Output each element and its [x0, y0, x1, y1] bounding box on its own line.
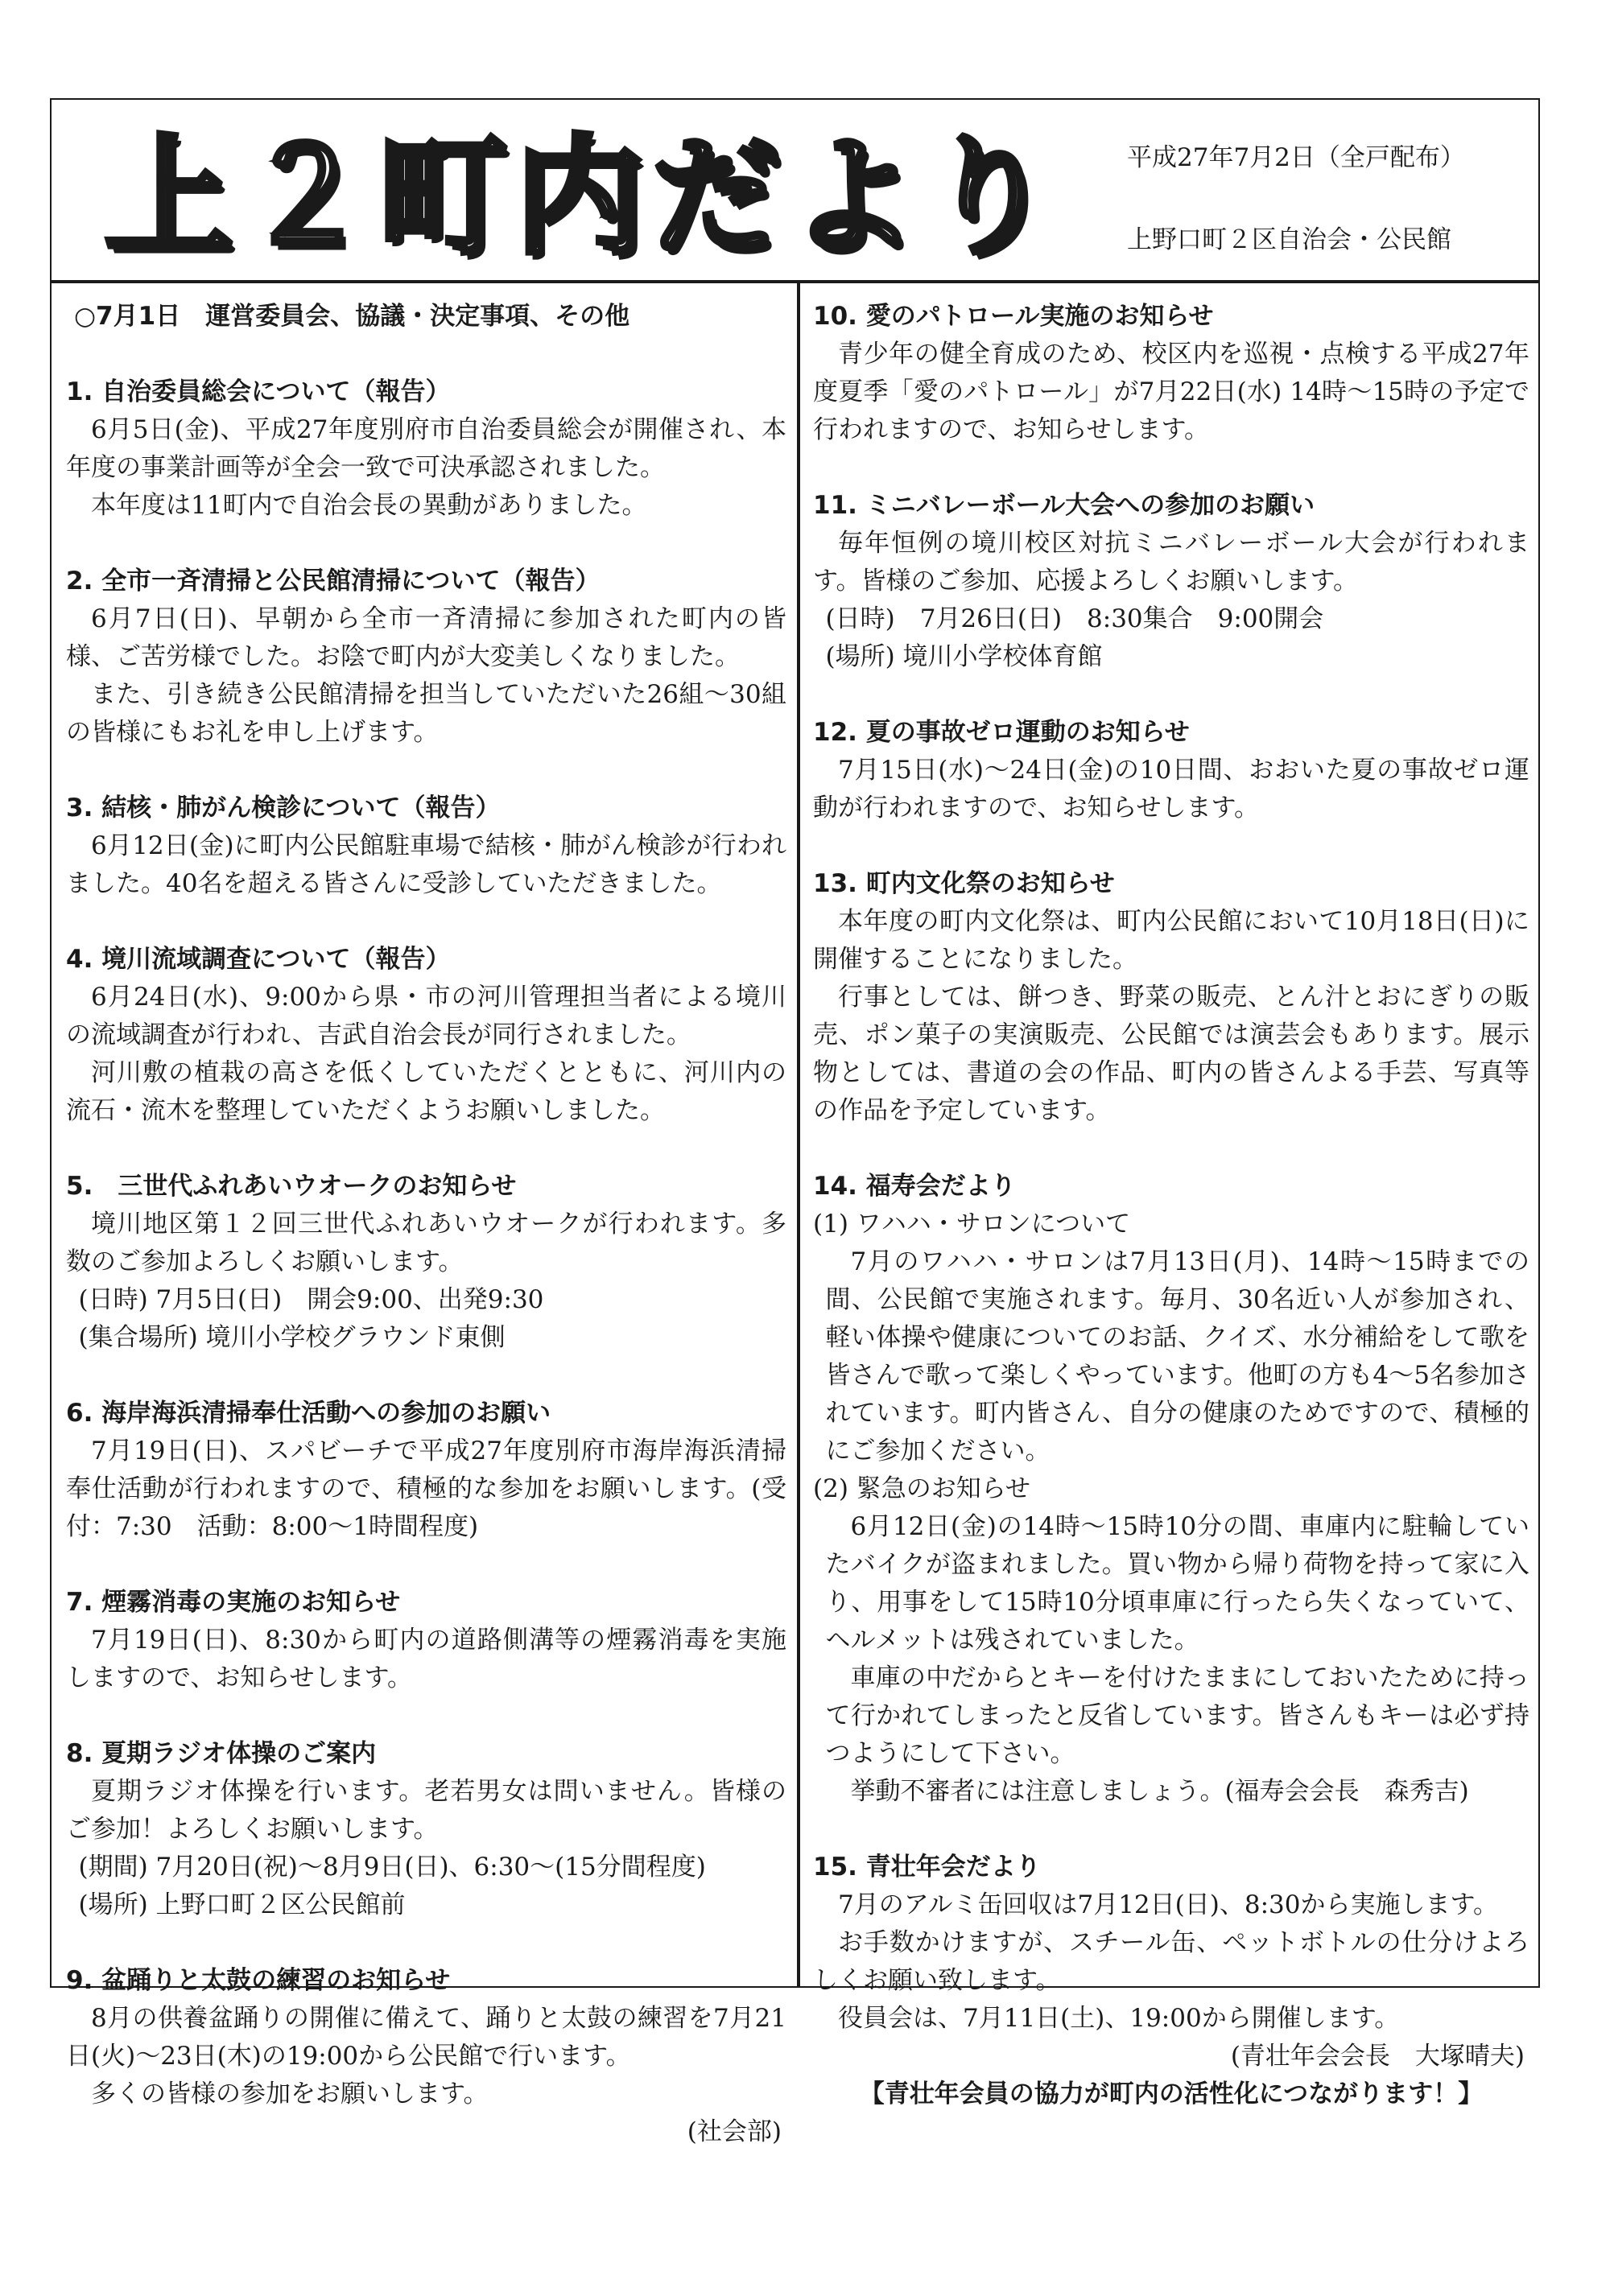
section-text: 6月12日(金)に町内公民館駐車場で結核・肺がん検診が行われました。40名を超える皆さんに受診していただきました。	[66, 831, 786, 898]
meeting-heading: ○7月1日 運営委員会、協議・決定事項、その他	[74, 302, 630, 331]
section-text: 本年度の町内文化祭は、町内公民館において10月18日(日)に開催することになりました。	[813, 907, 1529, 974]
section-title: 8. 夏期ラジオ体操のご案内	[66, 1739, 377, 1768]
section-text: 7月のアルミ缶回収は7月12日(日)、8:30から実施します。	[838, 1890, 1498, 1919]
section-title: 12. 夏の事故ゼロ運動のお知らせ	[813, 718, 1190, 747]
section-13	[813, 865, 1529, 1130]
section-text: 7月19日(日)、8:30から町内の道路側溝等の煙霧消毒を実施しますので、お知らせします。	[66, 1626, 786, 1692]
section-text: 青少年の健全育成のため、校区内を巡視・点検する平成27年度夏季「愛のパトロール」が7月22日(水) 14時〜15時の予定で行われますので、お知らせします。	[813, 340, 1529, 444]
event-place: (場所) 上野口町２区公民館前	[78, 1890, 406, 1919]
section-text: 毎年恒例の境川校区対抗ミニバレーボール大会が行われます。皆様のご参加、応援よろしくお願いします。	[813, 529, 1529, 596]
event-place: (集合場所) 境川小学校グラウンド東側	[78, 1323, 506, 1352]
issue-date: 平成27年7月2日（全戸配布）	[1127, 143, 1465, 172]
section-text: 6月5日(金)、平成27年度別府市自治委員総会が開催され、本年度の事業計画等が全会一致で可決承認されました。	[66, 415, 786, 482]
section-text: 行事としては、餅つき、野菜の販売、とん汁とおにぎりの販売、ポン菓子の実演販売、公民館では演芸会もあります。展示物としては、書道の会の作品、町内の皆さんよる手芸、写真等の作品を予定しています。	[813, 983, 1529, 1125]
section-14	[813, 1168, 1529, 1811]
section-7	[66, 1584, 786, 1697]
section-3	[66, 789, 786, 903]
section-title: 2. 全市一斉清掃と公民館清掃について（報告）	[66, 567, 601, 596]
section-title: 1. 自治委員総会について（報告）	[66, 377, 451, 406]
newsletter-masthead: 上２町内だより	[105, 122, 1063, 272]
section-text: 夏期ラジオ体操を行います。老若男女は問いません。皆様のご参加！よろしくお願いします。	[66, 1777, 786, 1844]
section-title: 6. 海岸海浜清掃奉仕活動への参加のお願い	[66, 1399, 551, 1428]
section-title: 13. 町内文化祭のお知らせ	[813, 869, 1115, 898]
section-text: 6月12日(金)の14時〜15時10分の間、車庫内に駐輪していたバイクが盗まれました。買い物から帰り荷物を持って家に入り、用事をして15時10分頃車庫に行ったら失くなっていて、ヘルメットは残されていました。	[825, 1512, 1529, 1655]
section-text: 6月24日(水)、9:00から県・市の河川管理担当者による境川の流域調査が行われ、吉武自治会長が同行されました。	[66, 983, 786, 1049]
section-title: 9. 盆踊りと太鼓の練習のお知らせ	[66, 1966, 451, 1995]
section-15	[813, 1849, 1529, 2113]
section-text: 7月のワハハ・サロンは7月13日(月)、14時〜15時までの間、公民館で実施されます。毎月、30名近い人が参加され、軽い体操や健康についてのお話、クイズ、水分補給をして歌を皆さんで歌って楽しくやっています。他町の方も4〜5名参加されています。町内皆さん、自分の健康のためですので、積極的にご参加ください。	[825, 1247, 1529, 1465]
section-text: 7月19日(日)、スパビーチで平成27年度別府市海岸海浜清掃奉仕活動が行われますので、積極的な参加をお願いします。(受付：7:30 活動：8:00〜1時間程度)	[66, 1437, 786, 1541]
section-title: 11. ミニバレーボール大会への参加のお願い	[813, 491, 1315, 520]
event-datetime: (日時) 7月5日(日) 開会9:00、出発9:30	[78, 1285, 544, 1314]
section-text: 挙動不審者には注意しましょう。(福寿会会長 森秀吉)	[850, 1777, 1469, 1806]
section-5	[66, 1168, 786, 1357]
section-text: 境川地区第１２回三世代ふれあいウオークが行われます。多数のご参加よろしくお願いします。	[66, 1210, 786, 1276]
section-text: 8月の供養盆踊りの開催に備えて、踊りと太鼓の練習を7月21日(火)〜23日(木)の19:00から公民館で行います。	[66, 2004, 786, 2071]
section-9	[66, 1962, 786, 2151]
section-text: 多くの皆様の参加をお願いします。	[91, 2080, 489, 2108]
section-title: 4. 境川流域調査について（報告）	[66, 945, 451, 974]
section-text: 本年度は11町内で自治会長の異動がありました。	[91, 491, 647, 520]
section-signature: (青壮年会会長 大塚晴夫)	[1230, 2042, 1525, 2071]
section-title: 7. 煙霧消毒の実施のお知らせ	[66, 1588, 401, 1617]
section-title: 3. 結核・肺がん検診について（報告）	[66, 794, 501, 822]
event-period: (期間) 7月20日(祝)〜8月9日(日)、6:30〜(15分間程度)	[78, 1853, 706, 1882]
section-2	[66, 563, 786, 752]
section-1	[66, 373, 786, 525]
event-datetime: (日時) 7月26日(日) 8:30集合 9:00開会	[825, 604, 1324, 633]
section-text: 6月7日(日)、早朝から全市一斉清掃に参加された町内の皆様、ご苦労様でした。お陰で町内が大変美しくなりました。	[66, 604, 786, 671]
section-11	[813, 487, 1529, 676]
section-text: お手数かけますが、スチール缶、ペットボトルの仕分けよろしくお願い致します。	[813, 1928, 1529, 1995]
section-8	[66, 1735, 786, 1924]
section-signature: (社会部)	[687, 2117, 782, 2146]
section-text: 車庫の中だからとキーを付けたままにしておいたために持って行かれてしまったと反省しています。皆さんもキーは必ず持つようにして下さい。	[825, 1663, 1529, 1768]
publisher: 上野口町２区自治会・公民館	[1127, 225, 1451, 254]
subsection-title: (2) 緊急のお知らせ	[813, 1474, 1030, 1503]
section-4	[66, 941, 786, 1130]
section-10	[813, 298, 1529, 449]
left-column	[66, 298, 786, 2151]
event-place: (場所) 境川小学校体育館	[825, 642, 1103, 671]
section-title: 15. 青壮年会だより	[813, 1853, 1041, 1882]
section-title: 14. 福寿会だより	[813, 1172, 1016, 1201]
section-text: 役員会は、7月11日(土)、19:00から開催します。	[838, 2004, 1400, 2033]
section-text: また、引き続き公民館清掃を担当していただいた26組〜30組の皆様にもお礼を申し上げます。	[66, 680, 786, 747]
section-title: 10. 愛のパトロール実施のお知らせ	[813, 302, 1214, 331]
section-12	[813, 714, 1529, 827]
section-text: 7月15日(水)〜24日(金)の10日間、おおいた夏の事故ゼロ運動が行われますので、お知らせします。	[813, 756, 1529, 822]
slogan: 【青壮年会員の協力が町内の活性化につながります！】	[859, 2080, 1484, 2108]
section-text: 河川敷の植栽の高さを低くしていただくとともに、河川内の流石・流木を整理していただくようお願いしました。	[66, 1058, 786, 1125]
section-title: 5. 三世代ふれあいウオークのお知らせ	[66, 1172, 517, 1201]
subsection-title: (1) ワハハ・サロンについて	[813, 1210, 1131, 1239]
right-column	[813, 298, 1529, 2113]
section-6	[66, 1395, 786, 1546]
